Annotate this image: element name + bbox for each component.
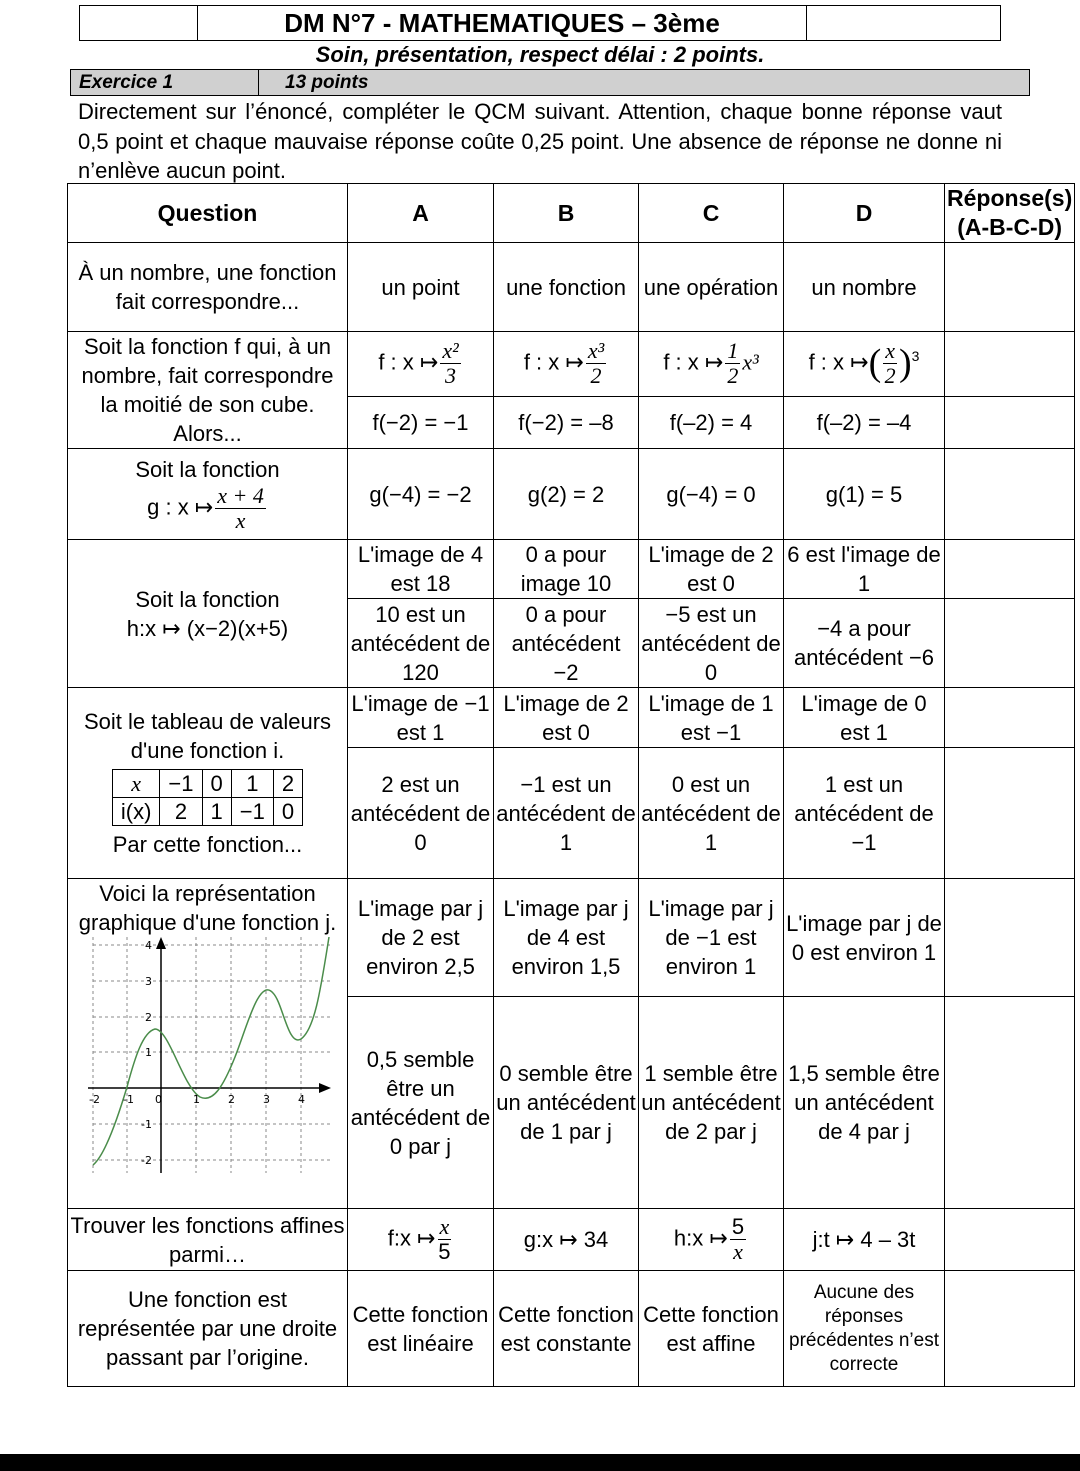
q8-option-a: Cette fonction est linéaire: [348, 1271, 494, 1387]
x-tick-label: 1: [192, 1093, 200, 1106]
q5-r2-option-b: −1 est un antécédent de 1: [494, 748, 639, 879]
q3-answer-cell[interactable]: [945, 449, 1075, 540]
x-tick-label: 3: [262, 1093, 270, 1106]
table-row: [68, 540, 1075, 599]
header-a: A: [348, 184, 494, 243]
exercise-points: 13 points: [285, 72, 369, 93]
x-tick-label: 4: [297, 1093, 305, 1106]
title-box: [79, 5, 1001, 41]
table-row: [68, 449, 1075, 540]
q2-r1-answer-cell[interactable]: [945, 332, 1075, 397]
q5-r2-option-d: 1 est un antécédent de −1: [784, 748, 945, 879]
y-tick-label: -2: [140, 1154, 152, 1167]
q2-r1-option-b: f : x ↦ $\frac{\text{x³}}{2}$: [494, 332, 639, 397]
q5-r1-option-c: L'image de 1 est −1: [639, 688, 784, 748]
q5-r2-answer-cell[interactable]: [945, 748, 1075, 879]
q5-r1-option-d: L'image de 0 est 1: [784, 688, 945, 748]
x-tick-label: -2: [88, 1093, 100, 1106]
exercise-label: Exercice 1: [71, 70, 259, 95]
q6-r1-option-c: L'image par j de −1 est environ 1: [639, 879, 784, 997]
title-right-cell: [806, 6, 1000, 40]
q3-option-d: g(1) = 5: [784, 449, 945, 540]
q6-r2-option-a: 0,5 semble être un antécédent de 0 par j: [348, 997, 494, 1209]
y-tick-label: 1: [144, 1046, 152, 1059]
q4-r1-option-a: L'image de 4 est 18: [348, 540, 494, 599]
question-3: Soit la fonction g : x ↦ $\frac{x + 4}{x}$: [68, 449, 348, 540]
q1-option-a: un point: [348, 243, 494, 332]
q6-r1-option-a: L'image par j de 2 est environ 2,5: [348, 879, 494, 997]
q6-r1-option-b: L'image par j de 4 est environ 1,5: [494, 879, 639, 997]
q5-r2-option-a: 2 est un antécédent de 0: [348, 748, 494, 879]
question-8: Une fonction est représentée par une droite passant par l’origine.: [68, 1271, 348, 1387]
y-tick-label: 3: [144, 975, 152, 988]
q5-r1-answer-cell[interactable]: [945, 688, 1075, 748]
q6-r2-option-d: 1,5 semble être un antécédent de 4 par j: [784, 997, 945, 1209]
function-curve: [93, 937, 329, 1165]
question-7: Trouver les fonctions affines parmi…: [68, 1209, 348, 1271]
q6-r1-option-d: L'image par j de 0 est environ 1: [784, 879, 945, 997]
q1-option-b: une fonction: [494, 243, 639, 332]
q4-r1-option-b: 0 a pour image 10: [494, 540, 639, 599]
q5-r1-option-b: L'image de 2 est 0: [494, 688, 639, 748]
q3-option-a: g(−4) = −2: [348, 449, 494, 540]
exercise-bar: [70, 69, 1030, 96]
q2-r2-option-b: f(−2) = –8: [494, 396, 639, 448]
table-row: [68, 879, 1075, 997]
question-6: Voici la représentation graphique d'une fonction j. -2 -1 0 1 2 3 4 4 3 2 1 -1 -2: [68, 879, 348, 1209]
y-tick-label: 4: [144, 939, 152, 952]
q2-r1-option-c: f : x ↦ $\frac{1}{2}$ x³: [639, 332, 784, 397]
q6-r2-option-b: 0 semble être un antécédent de 1 par j: [494, 997, 639, 1209]
q1-answer-cell[interactable]: [945, 243, 1075, 332]
q4-r2-option-d: −4 a pour antécédent −6: [784, 599, 945, 688]
q3-option-b: g(2) = 2: [494, 449, 639, 540]
q4-r2-answer-cell[interactable]: [945, 599, 1075, 688]
x-tick-label: 2: [227, 1093, 235, 1106]
q8-option-d: Aucune des réponses précédentes n’est correcte: [784, 1271, 945, 1387]
q2-r2-option-c: f(–2) = 4: [639, 396, 784, 448]
q4-r2-option-c: −5 est un antécédent de 0: [639, 599, 784, 688]
q2-r1-option-a: f : x ↦ $\frac{\text{x²}}{3}$: [348, 332, 494, 397]
q8-answer-cell[interactable]: [945, 1271, 1075, 1387]
table-row: [68, 332, 1075, 397]
q7-option-c: h:x ↦ $\frac{5}{x}$: [639, 1209, 784, 1271]
q7-answer-cell[interactable]: [945, 1209, 1075, 1271]
q4-r1-option-c: L'image de 2 est 0: [639, 540, 784, 599]
bottom-bar: [0, 1454, 1080, 1471]
subtitle: Soin, présentation, respect délai : 2 points.: [315, 42, 765, 67]
header-row: [68, 184, 1075, 243]
x-tick-label: -1: [122, 1093, 134, 1106]
q2-r2-answer-cell[interactable]: [945, 396, 1075, 448]
q2-r1-option-d: f : x ↦( $\frac{x}{2}$ )$^3$: [784, 332, 945, 397]
y-tick-label: -1: [140, 1118, 152, 1131]
q1-option-d: un nombre: [784, 243, 945, 332]
q4-r1-option-d: 6 est l'image de 1: [784, 540, 945, 599]
q8-option-c: Cette fonction est affine: [639, 1271, 784, 1387]
qcm-table: [67, 183, 1075, 1387]
header-b: B: [494, 184, 639, 243]
q5-r1-option-a: L'image de −1 est 1: [348, 688, 494, 748]
q6-r2-option-c: 1 semble être un antécédent de 2 par j: [639, 997, 784, 1209]
y-tick-label: 2: [144, 1011, 152, 1024]
header-question: Question: [68, 184, 348, 243]
page-title: DM N°7 - MATHEMATIQUES – 3ème: [284, 8, 720, 38]
q6-r1-answer-cell[interactable]: [945, 879, 1075, 997]
question-1: À un nombre, une fonction fait correspondre...: [68, 243, 348, 332]
q4-r1-answer-cell[interactable]: [945, 540, 1075, 599]
q1-option-c: une opération: [639, 243, 784, 332]
header-answer: Réponse(s) (A-B-C-D): [945, 184, 1075, 243]
values-table: x −1 0 1 2 i(x) 2 1 −1 0: [112, 769, 303, 826]
question-2: Soit la fonction f qui, à un nombre, fait correspondre la moitié de son cube. Alors...: [68, 332, 348, 449]
table-row: [68, 243, 1075, 332]
question-4: Soit la fonction h:x ↦ (x−2)(x+5): [68, 540, 348, 688]
q7-option-a: f:x ↦ $\frac{x}{5}$: [348, 1209, 494, 1271]
y-axis-arrow-icon: [156, 937, 166, 949]
table-row: [68, 1209, 1075, 1271]
q5-r2-option-c: 0 est un antécédent de 1: [639, 748, 784, 879]
q7-option-d: j:t ↦ 4 – 3t: [784, 1209, 945, 1271]
header-d: D: [784, 184, 945, 243]
q4-r2-option-a: 10 est un antécédent de 120: [348, 599, 494, 688]
table-row: [68, 1271, 1075, 1387]
title-left-cell: [80, 6, 198, 40]
function-graph: [83, 937, 333, 1173]
q7-option-b: g:x ↦ 34: [494, 1209, 639, 1271]
x-axis-arrow-icon: [319, 1083, 331, 1093]
q8-option-b: Cette fonction est constante: [494, 1271, 639, 1387]
x-tick-label: 0: [154, 1093, 162, 1106]
instructions: Directement sur l’énoncé, compléter le QCM suivant. Attention, chaque bonne réponse vaut 0,5 point et chaque mauvaise réponse coûte 0,25 point. Une absence de réponse ne donne ni n’enlève aucun point.: [78, 99, 1002, 183]
q2-r2-option-a: f(−2) = −1: [348, 396, 494, 448]
q6-r2-answer-cell[interactable]: [945, 997, 1075, 1209]
question-5: Soit le tableau de valeurs d'une fonction i. x −1 0 1 2 i(x) 2 1 −1 0 Par cette fonction...: [68, 688, 348, 879]
q2-r2-option-d: f(–2) = –4: [784, 396, 945, 448]
header-c: C: [639, 184, 784, 243]
q3-option-c: g(−4) = 0: [639, 449, 784, 540]
q4-r2-option-b: 0 a pour antécédent −2: [494, 599, 639, 688]
table-row: [68, 688, 1075, 748]
